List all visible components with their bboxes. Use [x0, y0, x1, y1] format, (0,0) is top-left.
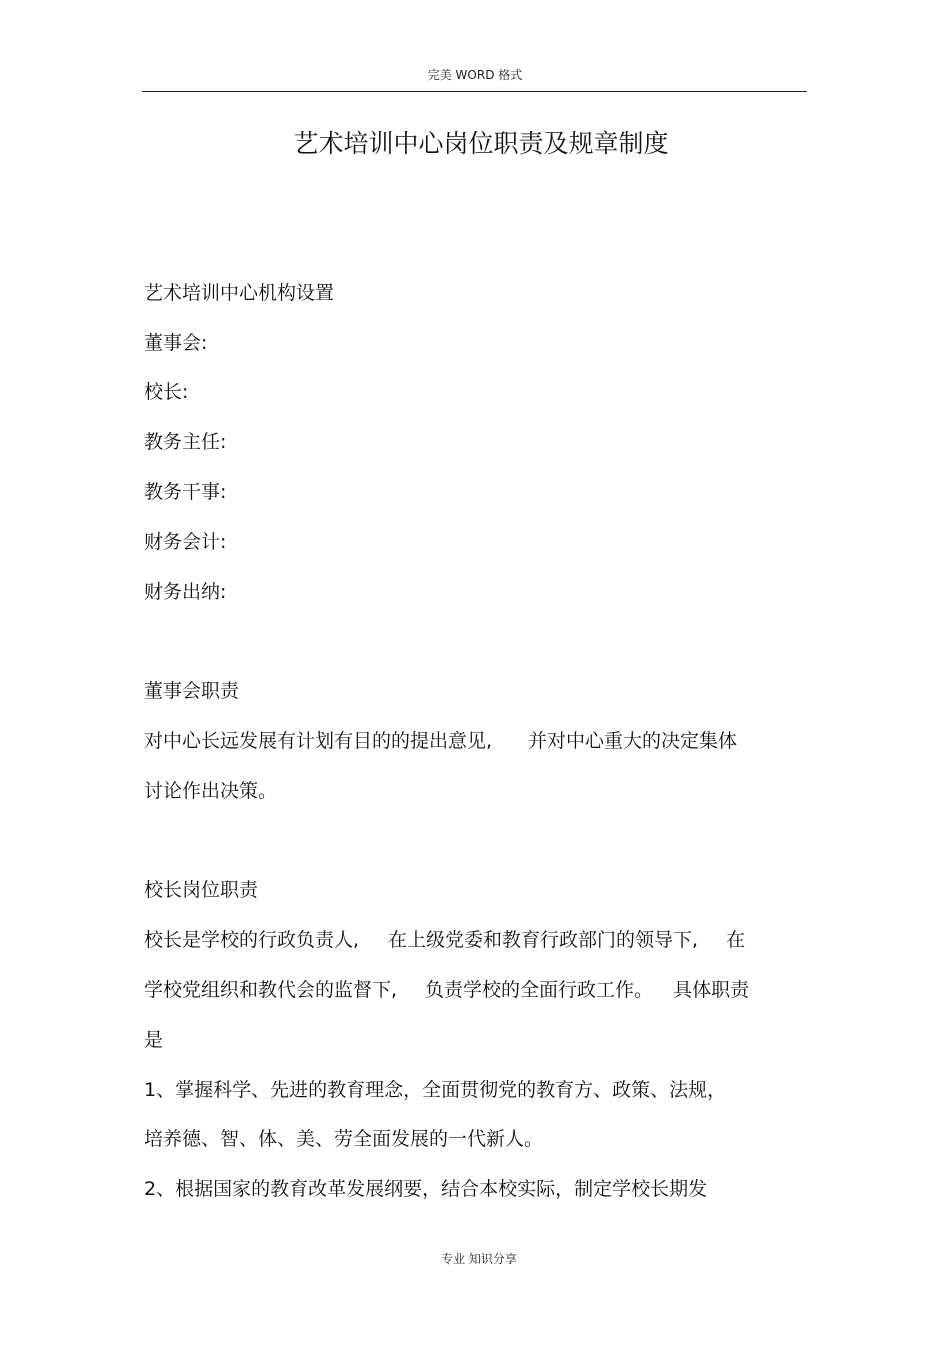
org-item-accountant: 财务会计: [144, 531, 227, 553]
header-divider [142, 91, 807, 92]
org-item-board: 董事会: [144, 332, 208, 354]
principal-text-1b: 在上级党委和教育行政部门的领导下, [388, 929, 699, 951]
page-header: 完美 WORD 格式 [427, 68, 523, 82]
principal-text-2b: 负责学校的全面行政工作。 [425, 979, 654, 1001]
org-item-cashier: 财务出纳: [144, 581, 227, 603]
duty-item-1-line-2: 培养德、智、体、美、劳全面发展的一代新人。 [144, 1128, 544, 1150]
duty-item-2-line-1: 2、根据国家的教育改革发展纲要，结合本校实际，制定学校长期发 [144, 1178, 708, 1200]
principal-text-2c: 具体职责 [673, 979, 750, 1001]
principal-paragraph-line-1 [144, 928, 745, 952]
board-text-b: 并对中心重大的决定集体 [528, 730, 738, 752]
board-text-a: 对中心长远发展有计划有目的的提出意见, [144, 730, 493, 752]
page-footer: 专业 知识分享 [441, 1252, 517, 1266]
org-item-principal: 校长: [144, 381, 189, 403]
org-item-academic-officer: 教务干事: [144, 481, 227, 503]
principal-text-1c: 在 [726, 929, 746, 951]
duty-item-1-line-1: 1、掌握科学、先进的教育理念，全面贯彻党的教育方、政策、法规， [144, 1079, 727, 1101]
principal-text-1a: 校长是学校的行政负责人, [144, 929, 360, 951]
board-paragraph-line-1 [144, 729, 737, 753]
principal-paragraph-line-3: 是 [144, 1029, 164, 1051]
principal-text-2a: 学校党组织和教代会的监督下, [144, 979, 398, 1001]
principal-paragraph-line-2 [144, 978, 749, 1002]
document-title: 艺术培训中心岗位职责及规章制度 [293, 129, 669, 158]
board-heading: 董事会职责 [144, 680, 240, 702]
principal-heading: 校长岗位职责 [144, 879, 259, 901]
board-paragraph-line-2: 讨论作出决策。 [144, 780, 278, 802]
org-heading: 艺术培训中心机构设置 [144, 282, 335, 304]
org-item-academic-director: 教务主任: [144, 431, 227, 453]
